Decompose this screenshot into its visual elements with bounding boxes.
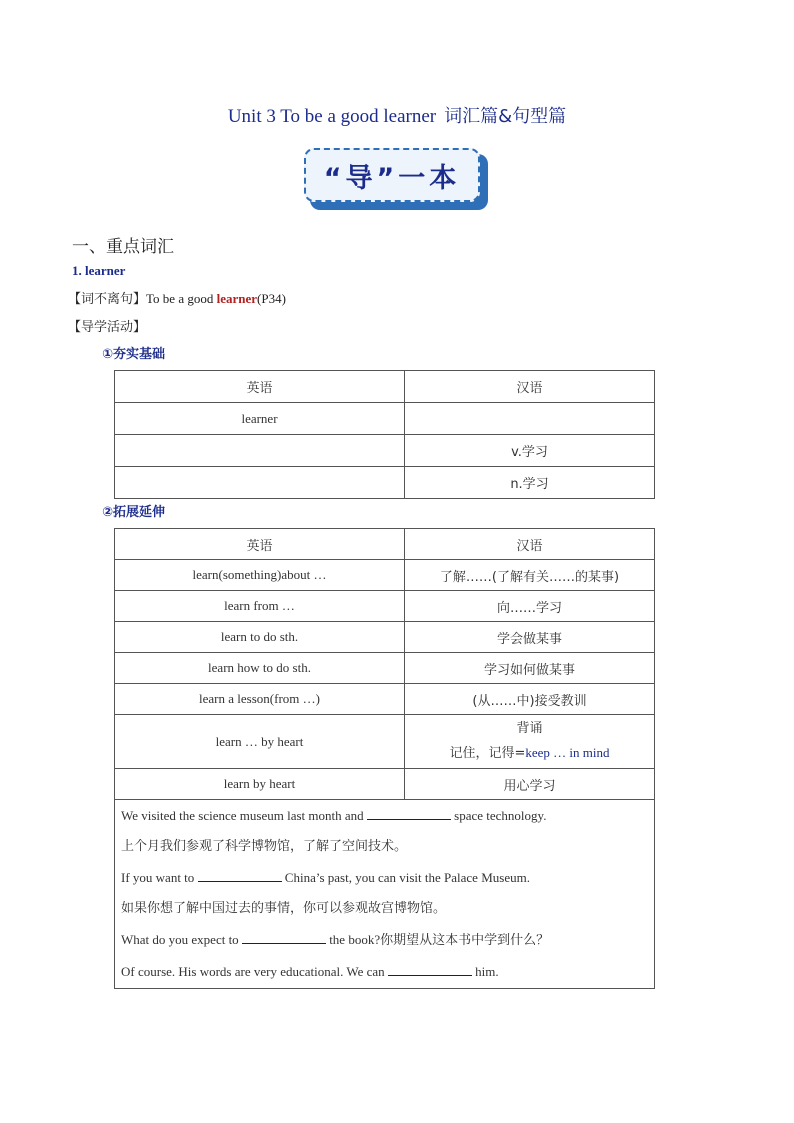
example-2-translation: 如果你想了解中国过去的事情，你可以参观故宫博物馆。	[121, 901, 447, 916]
cell-english	[115, 435, 405, 467]
table-row	[115, 653, 655, 684]
extend-table	[114, 528, 655, 989]
example-4: Of course. His words are very educational. We can him.	[121, 964, 499, 979]
cell-english: learn from …	[115, 591, 405, 622]
header-english: 英语	[115, 371, 405, 403]
basics-table	[114, 370, 655, 499]
section-badge	[304, 148, 490, 212]
table-header-row	[115, 371, 655, 403]
page-title	[0, 102, 794, 128]
example-1-translation: 上个月我们参观了科学博物馆，了解了空间技术。	[121, 839, 408, 854]
cell-chinese: 了解……(了解有关……的某事)	[405, 560, 655, 591]
example-3: What do you expect to the book?你期望从这本书中学到什么？	[121, 932, 550, 948]
cell-english: learn how to do sth.	[115, 653, 405, 684]
cell-chinese: (从……中)接受教训	[405, 684, 655, 715]
header-chinese: 汉语	[405, 529, 655, 560]
badge-label: “导”一本	[304, 148, 480, 202]
answer-blank[interactable]	[198, 871, 282, 882]
by-heart-en: keep … in mind	[525, 745, 610, 760]
ci-text-before: To be a good	[146, 291, 217, 306]
cell-english: learn(something)about …	[115, 560, 405, 591]
cell-chinese: v.学习	[405, 435, 655, 467]
answer-blank[interactable]	[388, 965, 472, 976]
table-row	[115, 622, 655, 653]
example-sentence-line	[68, 288, 286, 307]
example-3-translation: 你期望从这本书中学到什么？	[380, 933, 550, 948]
cell-chinese-line1: 背诵	[516, 721, 543, 736]
ci-text-after: (P34)	[257, 291, 286, 306]
guide-activity-label: 【导学活动】	[68, 320, 147, 335]
title-en: Unit 3 To be a good learner	[227, 106, 437, 127]
cell-chinese: 学习如何做某事	[405, 653, 655, 684]
section-heading: 一、重点词汇	[72, 237, 174, 257]
header-chinese: 汉语	[405, 371, 655, 403]
cell-chinese: n.学习	[405, 467, 655, 499]
table-row	[115, 435, 655, 467]
table-row	[115, 684, 655, 715]
cell-english: learn a lesson(from …)	[115, 684, 405, 715]
table-row	[115, 769, 655, 800]
table-row	[115, 560, 655, 591]
cell-chinese: 学会做某事	[405, 622, 655, 653]
item-heading: 1. learner	[72, 263, 126, 278]
example-2: If you want to China’s past, you can visit the Palace Museum.	[121, 870, 530, 885]
cell-chinese	[405, 403, 655, 435]
examples-cell	[115, 800, 655, 989]
cell-english: learn by heart	[115, 769, 405, 800]
example-1: We visited the science museum last month and space technology.	[121, 808, 547, 823]
cell-english: learner	[115, 403, 405, 435]
cell-english: learn to do sth.	[115, 622, 405, 653]
table-row	[115, 403, 655, 435]
cell-english	[115, 467, 405, 499]
extend-label: ②拓展延伸	[102, 505, 166, 520]
by-heart-prefix: 记住，记得=	[449, 746, 526, 761]
cell-chinese: 向……学习	[405, 591, 655, 622]
table-row	[115, 591, 655, 622]
cell-english: learn … by heart	[115, 715, 405, 769]
header-english: 英语	[115, 529, 405, 560]
title-cn: 词汇篇&句型篇	[444, 106, 567, 127]
table-row	[115, 715, 655, 769]
basics-label: ①夯实基础	[102, 347, 166, 362]
table-row	[115, 467, 655, 499]
ci-prefix: 【词不离句】	[68, 292, 147, 307]
cell-chinese	[405, 715, 655, 769]
cell-chinese-line2	[405, 741, 654, 766]
table-header-row	[115, 529, 655, 560]
cell-chinese: 用心学习	[405, 769, 655, 800]
answer-blank[interactable]	[367, 809, 451, 820]
ci-highlight: learner	[216, 291, 258, 306]
answer-blank[interactable]	[242, 933, 326, 944]
examples-row	[115, 800, 655, 989]
